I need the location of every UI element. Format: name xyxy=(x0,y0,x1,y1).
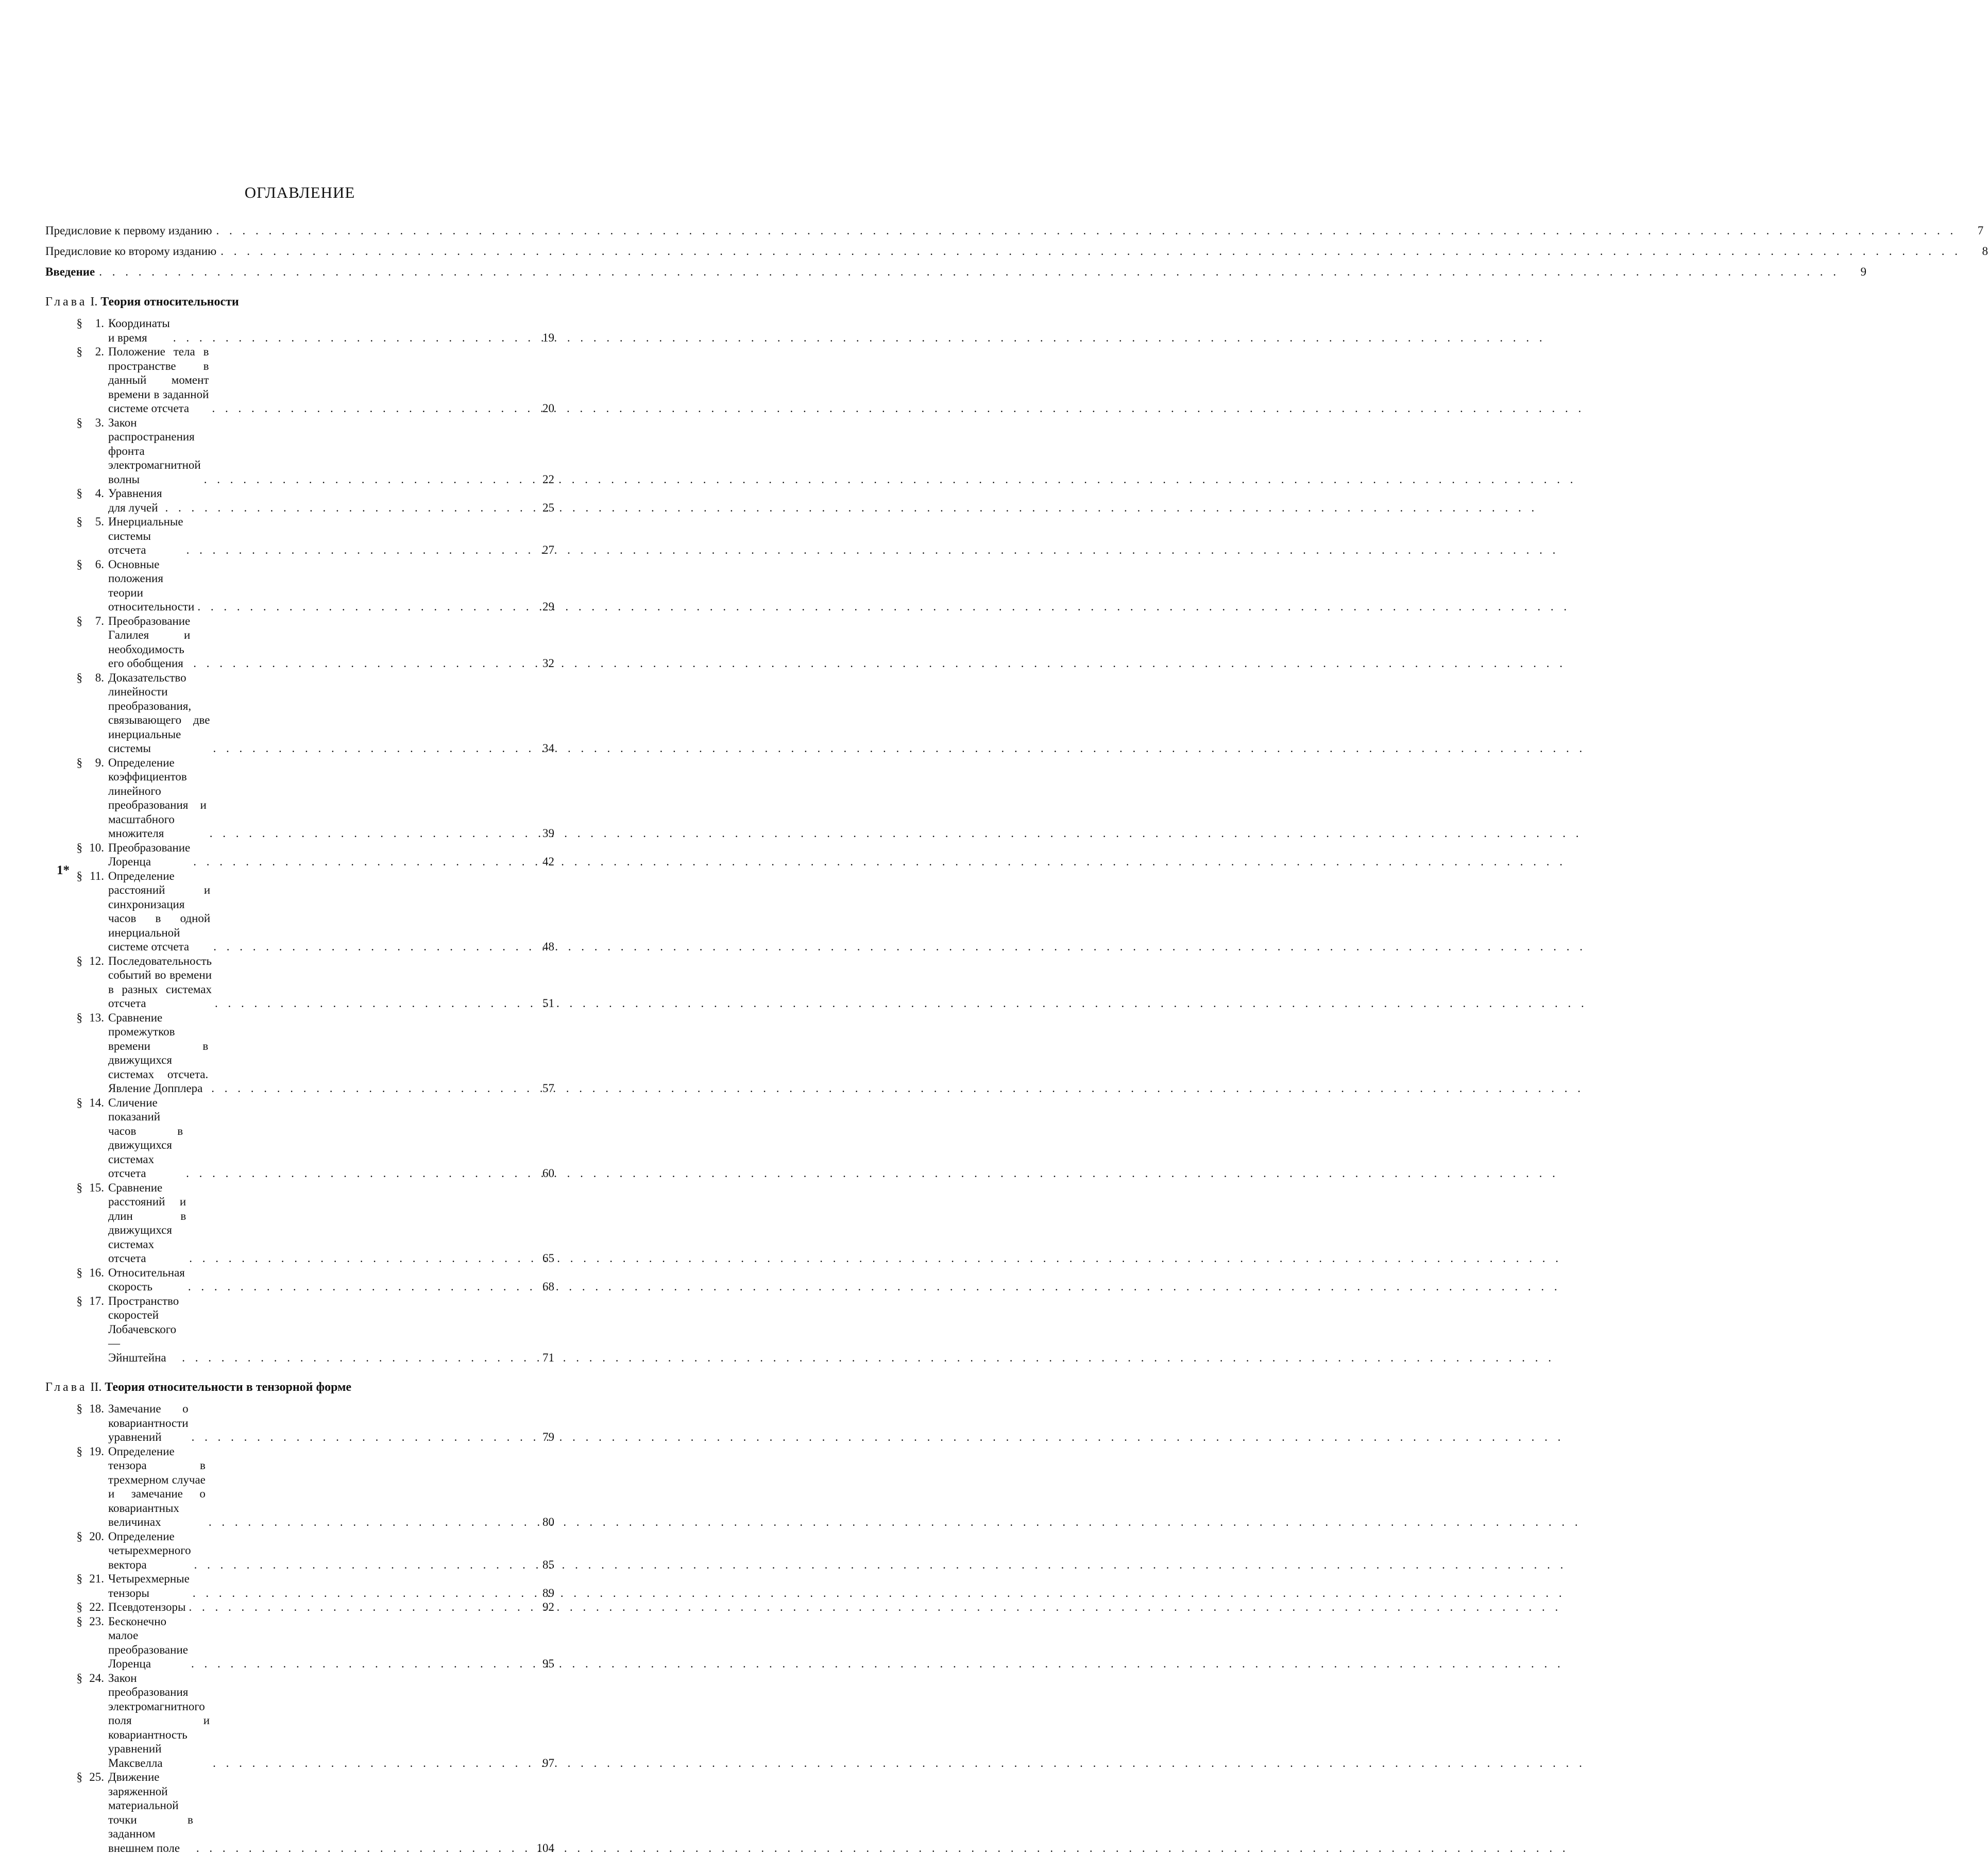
section-body xyxy=(108,1671,554,1771)
section-page: 104 xyxy=(531,1841,554,1855)
section-page: 95 xyxy=(531,1657,554,1671)
table-of-contents xyxy=(45,220,554,1855)
section-body xyxy=(108,1614,554,1671)
section-number: 9. xyxy=(84,756,108,841)
section-body xyxy=(108,954,554,1011)
section-page: 80 xyxy=(531,1515,554,1529)
entry-page: 9 xyxy=(1844,262,1866,282)
chapter-title: Теория относительности в тензорной форме xyxy=(105,1381,351,1394)
toc-section-entry xyxy=(45,1600,554,1614)
dot-leader xyxy=(192,1430,528,1444)
section-body xyxy=(108,1181,554,1266)
toc-entry-introduction xyxy=(45,262,554,282)
section-sign-icon: § xyxy=(45,416,84,487)
section-page: 22 xyxy=(531,472,554,487)
section-body xyxy=(108,1011,554,1096)
section-number: 4. xyxy=(84,486,108,515)
toc-section-entry xyxy=(45,1181,554,1266)
section-body xyxy=(108,1266,554,1294)
section-sign-icon: § xyxy=(45,614,84,671)
signature-mark: 1* xyxy=(57,863,70,878)
toc-section-entry xyxy=(45,756,554,841)
dot-leader xyxy=(186,543,528,557)
section-page: 51 xyxy=(531,996,554,1011)
toc-title: ОГЛАВЛЕНИЕ xyxy=(45,183,554,202)
section-sign-icon: § xyxy=(45,671,84,756)
chapter-word: Глава xyxy=(45,1381,87,1394)
section-number: 16. xyxy=(84,1266,108,1294)
dot-leader xyxy=(193,656,528,671)
section-sign-icon: § xyxy=(45,345,84,416)
section-number: 14. xyxy=(84,1096,108,1181)
chapter-word: Глава xyxy=(45,295,87,309)
dot-leader xyxy=(189,1600,528,1614)
section-page: 42 xyxy=(531,855,554,869)
chapter-number: II. xyxy=(90,1381,101,1394)
section-number: 23. xyxy=(84,1614,108,1671)
section-sign-icon: § xyxy=(45,486,84,515)
section-number: 1. xyxy=(84,316,108,345)
dot-leader xyxy=(194,1558,528,1572)
toc-section-entry xyxy=(45,486,554,515)
section-sign-icon: § xyxy=(45,1600,84,1614)
section-sign-icon: § xyxy=(45,515,84,557)
section-number: 11. xyxy=(84,869,108,954)
section-number: 21. xyxy=(84,1572,108,1600)
section-title: Закон распространения фронта электромагнитной волны xyxy=(108,416,201,487)
dot-leader xyxy=(196,1841,528,1855)
section-number: 13. xyxy=(84,1011,108,1096)
section-sign-icon: § xyxy=(45,756,84,841)
section-page: 57 xyxy=(531,1081,554,1096)
toc-section-entry xyxy=(45,671,554,756)
toc-entry-preface-2 xyxy=(45,241,554,262)
front-matter xyxy=(45,220,554,282)
dot-leader xyxy=(182,1351,528,1365)
section-page: 85 xyxy=(531,1558,554,1572)
section-sign-icon: § xyxy=(45,1614,84,1671)
toc-section-entry xyxy=(45,1614,554,1671)
section-sign-icon: § xyxy=(45,954,84,1011)
entry-page: 8 xyxy=(1965,241,1988,262)
section-body xyxy=(108,316,554,345)
toc-section-entry xyxy=(45,515,554,557)
entry-label: Предисловие ко второму изданию xyxy=(45,241,216,262)
section-title: Последовательность событий во времени в разных системах отсчета xyxy=(108,954,212,1011)
entry-label: Предисловие к первому изданию xyxy=(45,220,212,241)
section-number: 3. xyxy=(84,416,108,487)
section-page: 65 xyxy=(531,1251,554,1266)
dot-leader xyxy=(193,1586,528,1601)
section-title: Сличение показаний часов в движущихся системах отсчета xyxy=(108,1096,183,1181)
section-body xyxy=(108,1600,554,1614)
section-page: 34 xyxy=(531,741,554,756)
section-body xyxy=(108,841,554,869)
toc-section-entry xyxy=(45,416,554,487)
section-title: Доказательство линейности преобразования, связывающего две инерциальные системы xyxy=(108,671,210,756)
section-page: 97 xyxy=(531,1756,554,1771)
section-title: Координаты и время xyxy=(108,316,170,345)
section-page: 20 xyxy=(531,401,554,416)
section-number: 25. xyxy=(84,1770,108,1855)
dot-leader xyxy=(189,1251,528,1266)
toc-page xyxy=(45,0,554,923)
section-sign-icon: § xyxy=(45,841,84,869)
chapters-container xyxy=(45,293,554,1855)
section-list xyxy=(45,1402,554,1855)
chapter-title: Теория относительности xyxy=(100,295,239,309)
section-body xyxy=(108,869,554,954)
section-list xyxy=(45,316,554,1365)
toc-section-entry xyxy=(45,954,554,1011)
chapter-heading xyxy=(45,1378,554,1397)
section-page: 68 xyxy=(531,1280,554,1294)
section-number: 10. xyxy=(84,841,108,869)
dot-leader xyxy=(197,600,528,614)
section-title: Четырехмерные тензоры xyxy=(108,1572,190,1600)
section-body xyxy=(108,1770,554,1855)
section-sign-icon: § xyxy=(45,316,84,345)
toc-section-entry xyxy=(45,1011,554,1096)
section-sign-icon: § xyxy=(45,1096,84,1181)
section-title: Пространство скоростей Лобачевского — Эйнштейна xyxy=(108,1294,179,1365)
toc-entry-preface-1 xyxy=(45,220,554,241)
section-title: Определение тензора в трехмерном случае и замечание о ковариантных величинах xyxy=(108,1444,206,1529)
dot-leader xyxy=(165,501,528,515)
section-page: 25 xyxy=(531,501,554,515)
chapter-heading xyxy=(45,293,554,311)
section-body xyxy=(108,486,554,515)
toc-section-entry xyxy=(45,1671,554,1771)
section-title: Преобразование Галилея и необходимость его обобщения xyxy=(108,614,190,671)
toc-section-entry xyxy=(45,1266,554,1294)
section-title: Уравнения для лучей xyxy=(108,486,162,515)
toc-section-entry xyxy=(45,1529,554,1572)
toc-section-entry xyxy=(45,1770,554,1855)
section-page: 27 xyxy=(531,543,554,557)
section-number: 5. xyxy=(84,515,108,557)
section-number: 24. xyxy=(84,1671,108,1771)
section-page: 60 xyxy=(531,1166,554,1181)
toc-section-entry xyxy=(45,1402,554,1444)
section-title: Сравнение промежутков времени в движущихся системах отсчета. Явление Допплера xyxy=(108,1011,208,1096)
section-number: 12. xyxy=(84,954,108,1011)
toc-section-entry xyxy=(45,614,554,671)
section-body xyxy=(108,416,554,487)
chapter-number: I. xyxy=(90,295,97,309)
section-page: 19 xyxy=(531,331,554,345)
section-number: 8. xyxy=(84,671,108,756)
section-number: 19. xyxy=(84,1444,108,1529)
toc-section-entry xyxy=(45,1294,554,1365)
section-title: Замечание о ковариантности уравнений xyxy=(108,1402,189,1444)
section-title: Относительная скорость xyxy=(108,1266,185,1294)
section-title: Закон преобразования электромагнитного поля и ковариантность уравнений Максвелла xyxy=(108,1671,210,1771)
section-page: 39 xyxy=(531,826,554,841)
section-number: 15. xyxy=(84,1181,108,1266)
toc-section-entry xyxy=(45,1444,554,1529)
section-page: 48 xyxy=(531,940,554,954)
dot-leader xyxy=(213,940,528,954)
section-body xyxy=(108,557,554,614)
dot-leader xyxy=(213,741,528,756)
section-sign-icon: § xyxy=(45,869,84,954)
section-number: 17. xyxy=(84,1294,108,1365)
toc-section-entry xyxy=(45,345,554,416)
dot-leader xyxy=(99,262,1840,282)
toc-section-entry xyxy=(45,869,554,954)
dot-leader xyxy=(173,331,528,345)
section-sign-icon: § xyxy=(45,1181,84,1266)
section-sign-icon: § xyxy=(45,1444,84,1529)
section-body xyxy=(108,1096,554,1181)
section-body xyxy=(108,1572,554,1600)
section-title: Определение расстояний и синхронизация часов в одной инерциальной системе отсчета xyxy=(108,869,210,954)
dot-leader xyxy=(211,1081,528,1096)
section-body xyxy=(108,1529,554,1572)
section-title: Псевдотензоры xyxy=(108,1600,185,1614)
section-body xyxy=(108,1402,554,1444)
section-sign-icon: § xyxy=(45,1266,84,1294)
section-number: 7. xyxy=(84,614,108,671)
toc-section-entry xyxy=(45,841,554,869)
section-sign-icon: § xyxy=(45,1294,84,1365)
section-body xyxy=(108,1294,554,1365)
section-sign-icon: § xyxy=(45,1011,84,1096)
section-number: 2. xyxy=(84,345,108,416)
dot-leader xyxy=(220,241,1961,262)
section-title: Сравнение расстояний и длин в движущихся системах отсчета xyxy=(108,1181,186,1266)
section-sign-icon: § xyxy=(45,1671,84,1771)
section-body xyxy=(108,515,554,557)
dot-leader xyxy=(204,472,528,487)
section-title: Инерциальные системы отсчета xyxy=(108,515,183,557)
section-sign-icon: § xyxy=(45,1529,84,1572)
section-title: Движение заряженной материальной точки в заданном внешнем поле xyxy=(108,1770,193,1855)
section-body xyxy=(108,1444,554,1529)
section-title: Положение тела в пространстве в данный момент времени в заданной системе отсчета xyxy=(108,345,209,416)
section-body xyxy=(108,756,554,841)
section-body xyxy=(108,345,554,416)
section-number: 22. xyxy=(84,1600,108,1614)
section-title: Определение четырехмерного вектора xyxy=(108,1529,191,1572)
toc-section-entry xyxy=(45,1572,554,1600)
section-page: 32 xyxy=(531,656,554,671)
dot-leader xyxy=(210,826,528,841)
section-page: 29 xyxy=(531,600,554,614)
section-title: Преобразование Лоренца xyxy=(108,841,190,869)
dot-leader xyxy=(213,1756,528,1771)
dot-leader xyxy=(191,1657,528,1671)
dot-leader xyxy=(209,1515,528,1529)
section-number: 18. xyxy=(84,1402,108,1444)
section-sign-icon: § xyxy=(45,557,84,614)
section-body xyxy=(108,671,554,756)
section-page: 71 xyxy=(531,1351,554,1365)
section-number: 6. xyxy=(84,557,108,614)
section-sign-icon: § xyxy=(45,1770,84,1855)
dot-leader xyxy=(212,401,528,416)
toc-section-entry xyxy=(45,557,554,614)
section-sign-icon: § xyxy=(45,1402,84,1444)
section-page: 92 xyxy=(531,1600,554,1614)
section-page: 79 xyxy=(531,1430,554,1444)
section-title: Основные положения теории относительности xyxy=(108,557,194,614)
entry-page: 7 xyxy=(1961,220,1983,241)
dot-leader xyxy=(193,855,528,869)
dot-leader xyxy=(186,1166,528,1181)
dot-leader xyxy=(216,220,1957,241)
toc-section-entry xyxy=(45,1096,554,1181)
section-title: Бесконечно малое преобразование Лоренца xyxy=(108,1614,188,1671)
section-title: Определение коэффициентов линейного преобразования и масштабного множителя xyxy=(108,756,207,841)
section-number: 20. xyxy=(84,1529,108,1572)
section-body xyxy=(108,614,554,671)
dot-leader xyxy=(188,1280,528,1294)
section-sign-icon: § xyxy=(45,1572,84,1600)
dot-leader xyxy=(215,996,528,1011)
entry-label: Введение xyxy=(45,262,95,282)
section-page: 89 xyxy=(531,1586,554,1601)
toc-section-entry xyxy=(45,316,554,345)
